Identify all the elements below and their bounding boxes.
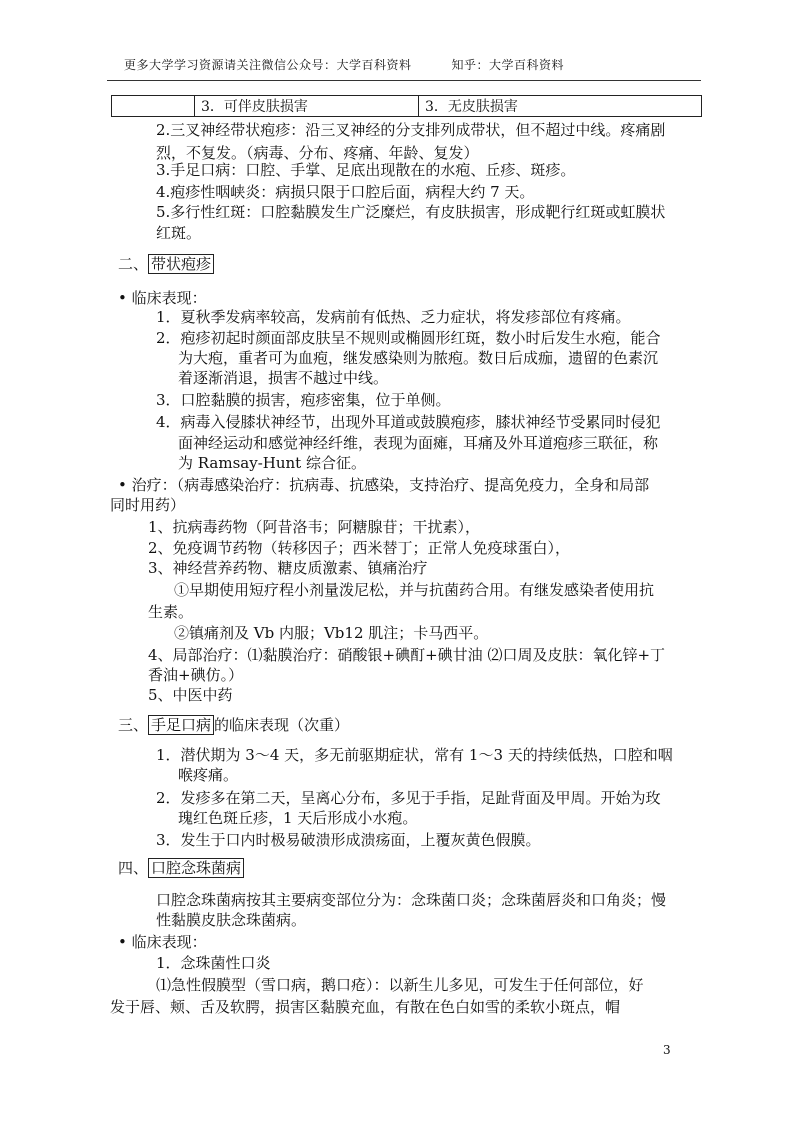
text-line: 2．疱疹初起时颜面部皮肤呈不规则或椭圆形红斑，数小时后发生水疱，能合: [156, 329, 661, 347]
boxed-title: 口腔念珠菌病: [148, 858, 244, 878]
text-line: 3、神经营养药物、糖皮质激素、镇痛治疗: [148, 559, 428, 577]
text-line: 3.手足口病：口腔、手掌、足底出现散在的水疱、丘疹、斑疹。: [156, 161, 576, 179]
text-line: 同时用药）: [110, 496, 186, 514]
table-cell: [112, 96, 195, 117]
text-line: 1．夏秋季发病率较高，发病前有低热、乏力症状，将发疹部位有疼痛。: [156, 308, 631, 326]
text-line: 面神经运动和感觉神经纤维，表现为面瘫，耳痛及外耳道疱疹三联征，称: [178, 434, 659, 452]
header-right: 知乎：大学百科资料: [451, 58, 565, 72]
text-line: ⑴急性假膜型（雪口病，鹅口疮）：以新生儿多见，可发生于任何部位，好: [156, 976, 644, 994]
page-number: 3: [663, 1043, 671, 1057]
section-heading-2: 二、 带状疱疹: [118, 254, 214, 274]
text-line: 4.疱疹性咽峡炎：病损只限于口腔后面，病程大约 7 天。: [156, 183, 535, 201]
text-line: 2、免疫调节药物（转移因子；西米替丁；正常人免疫球蛋白），: [148, 539, 571, 557]
text-line: ①早期使用短疗程小剂量泼尼松，并与抗菌药合用。有继发感染者使用抗: [174, 581, 655, 599]
text-line: • 治疗：（病毒感染治疗：抗病毒、抗感染，支持治疗、提高免疫力，全身和局部: [118, 476, 650, 494]
text-line: 为 Ramsay-Hunt 综合征。: [178, 454, 366, 472]
text-line: 4、局部治疗：⑴黏膜治疗：硝酸银+碘酊+碘甘油 ⑵口周及皮肤：氧化锌+丁: [148, 646, 666, 664]
header-left: 更多大学学习资源请关注微信公众号：大学百科资料: [124, 58, 412, 72]
text-line: • 临床表现：: [118, 289, 207, 307]
text-line: 喉疼痛。: [178, 766, 239, 784]
text-line: 4．病毒入侵膝状神经节，出现外耳道或鼓膜疱疹，膝状神经节受累同时侵犯: [156, 413, 661, 431]
text-line: 香油+碘仿。）: [148, 666, 244, 684]
text-line: 红斑。: [156, 224, 202, 242]
text-line: 着逐渐消退，损害不越过中线。: [178, 369, 389, 387]
text-line: • 临床表现：: [118, 933, 207, 951]
boxed-title: 带状疱疹: [148, 254, 214, 274]
text-line: 2.三叉神经带状疱疹：沿三叉神经的分支排列成带状，但不超过中线。疼痛剧: [156, 121, 666, 139]
text-line: 3．发生于口内时极易破溃形成溃疡面，上覆灰黄色假膜。: [156, 831, 541, 849]
text-line: 5、中医中药: [148, 686, 233, 704]
table-row: [112, 96, 702, 117]
text-line: 发于唇、颊、舌及软腭，损害区黏膜充血，有散在色白如雪的柔软小斑点，帽: [110, 998, 621, 1016]
text-line: 2．发疹多在第二天，呈离心分布，多见于手指，足趾背面及甲周。开始为玫: [156, 789, 661, 807]
text-line: 性黏膜皮肤念珠菌病。: [156, 911, 307, 929]
text-line: ②镇痛剂及 Vb 内服；Vb12 肌注；卡马西平。: [174, 624, 489, 642]
section-heading-4: 四、 口腔念珠菌病: [118, 858, 244, 878]
comparison-table-fragment: [111, 95, 702, 117]
text-line: 生素。: [148, 603, 194, 621]
header-divider: [107, 80, 701, 81]
table-cell: 3．无皮肤损害: [419, 96, 702, 117]
text-line: 1．潜伏期为 3～4 天，多无前驱期症状，常有 1～3 天的持续低热，口腔和咽: [156, 746, 673, 764]
page-header: [124, 56, 564, 73]
text-line: 1、抗病毒药物（阿昔洛韦；阿糖腺苷；干扰素），: [148, 518, 481, 536]
text-line: 烈，不复发。（病毒、分布、疼痛、年龄、复发）: [156, 144, 479, 162]
table-cell: 3．可伴皮肤损害: [195, 96, 419, 117]
text-line: 瑰红色斑丘疹，1 天后形成小水疱。: [178, 809, 418, 827]
text-line: 口腔念珠菌病按其主要病变部位分为：念珠菌口炎；念珠菌唇炎和口角炎；慢: [156, 891, 667, 909]
text-line: 为大疱，重者可为血疱，继发感染则为脓疱。数日后成痂，遗留的色素沉: [178, 349, 659, 367]
text-line: 3．口腔黏膜的损害，疱疹密集，位于单侧。: [156, 391, 451, 409]
text-line: 1．念珠菌性口炎: [156, 954, 271, 972]
text-line: 5.多行性红斑：口腔黏膜发生广泛糜烂，有皮肤损害，形成靶行红斑或虹膜状: [156, 203, 666, 221]
boxed-title: 手足口病: [148, 715, 214, 735]
section-heading-3: 三、 手足口病 的临床表现（次重）: [118, 716, 350, 734]
